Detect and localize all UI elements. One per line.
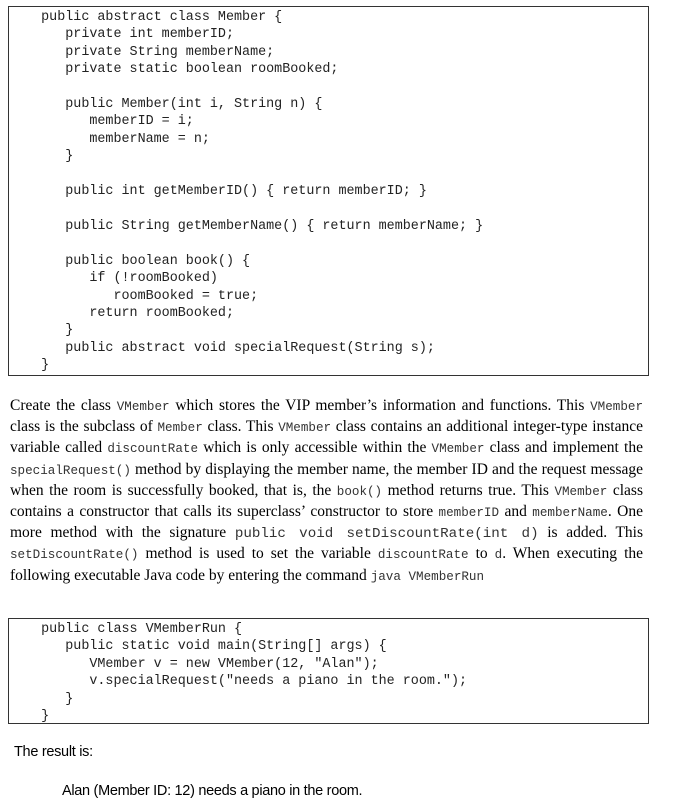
code-line: public static void main(String[] args) {	[9, 639, 387, 655]
desc-code: discountRate	[107, 442, 199, 457]
code-line: }	[9, 149, 74, 165]
desc-code: d	[494, 548, 503, 563]
desc-code: memberName	[532, 506, 608, 521]
desc-code: setDiscountRate()	[10, 548, 139, 563]
desc-text: . One more method with the signature	[10, 503, 643, 542]
vmemberrun-code-box	[8, 618, 649, 724]
code-line: private static boolean roomBooked;	[9, 62, 339, 78]
code-line: public abstract class Member {	[9, 10, 283, 25]
code-line: roomBooked = true;	[9, 288, 259, 304]
desc-text: class contains an additional integer-type instance variable called	[10, 418, 644, 457]
desc-text: class. This	[202, 418, 279, 436]
code-line: public Member(int i, String n) {	[9, 97, 323, 113]
desc-text: is added. This	[538, 524, 643, 542]
code-line: memberName = n;	[9, 131, 210, 147]
code-line: public boolean book() {	[9, 253, 251, 269]
code-line: memberID = i;	[9, 114, 194, 130]
desc-code: VMember	[116, 400, 170, 414]
code-line: public abstract void specialRequest(String s);	[9, 340, 435, 356]
desc-text: class and implement the	[484, 439, 643, 457]
result-label: The result is:	[14, 744, 93, 760]
code-line: if (!roomBooked)	[9, 271, 218, 287]
desc-code: specialRequest()	[10, 463, 131, 478]
desc-code-command: java VMemberRun	[370, 569, 485, 584]
desc-code: discountRate	[377, 548, 469, 563]
task-description	[10, 396, 643, 587]
desc-code: VMember	[431, 442, 485, 457]
vmemberrun-code	[9, 621, 467, 725]
code-line: private String memberName;	[9, 44, 275, 60]
desc-text: class contains a constructor that calls its superclass’ constructor to store	[10, 481, 643, 521]
desc-code: VMember	[278, 421, 332, 436]
desc-text: method is used to set the variable	[138, 545, 378, 563]
desc-code-signature: public void setDiscountRate(int d)	[234, 526, 539, 543]
desc-text: . When executing the following executable Java code by entering the command	[10, 545, 643, 584]
desc-text: which stores the VIP member’s information and functions. This	[169, 397, 591, 414]
desc-code: memberID	[438, 506, 500, 521]
desc-text: which is only accessible within the	[198, 439, 432, 457]
desc-text: class is the subclass of	[10, 418, 158, 436]
code-line: }	[9, 323, 74, 339]
desc-text: and	[499, 503, 533, 521]
code-line: v.specialRequest("needs a piano in the room.");	[9, 674, 468, 690]
desc-text: method returns true. This	[382, 481, 555, 499]
code-line: public String getMemberName() { return memberName; }	[9, 218, 484, 234]
code-line: }	[9, 709, 50, 725]
code-line: VMember v = new VMember(12, "Alan");	[9, 656, 379, 672]
desc-code: Member	[157, 421, 203, 436]
member-class-code	[9, 9, 483, 375]
code-line: public class VMemberRun {	[9, 622, 243, 637]
code-line: public int getMemberID() { return memberID; }	[9, 184, 427, 200]
desc-code: VMember	[590, 400, 643, 414]
desc-text: method by displaying the member name, the member ID and the request message when the room is successfully booked, that is, the	[10, 460, 643, 499]
code-line: private int memberID;	[9, 27, 234, 43]
code-line: }	[9, 691, 74, 707]
desc-code: book()	[336, 484, 383, 499]
desc-text: to	[468, 545, 495, 563]
desc-text: Create the class	[10, 397, 117, 414]
desc-code: VMember	[554, 484, 608, 499]
result-output: Alan (Member ID: 12) needs a piano in the room.	[62, 783, 363, 799]
code-line: return roomBooked;	[9, 305, 234, 321]
member-class-code-box	[8, 6, 649, 376]
code-line: }	[9, 358, 50, 374]
